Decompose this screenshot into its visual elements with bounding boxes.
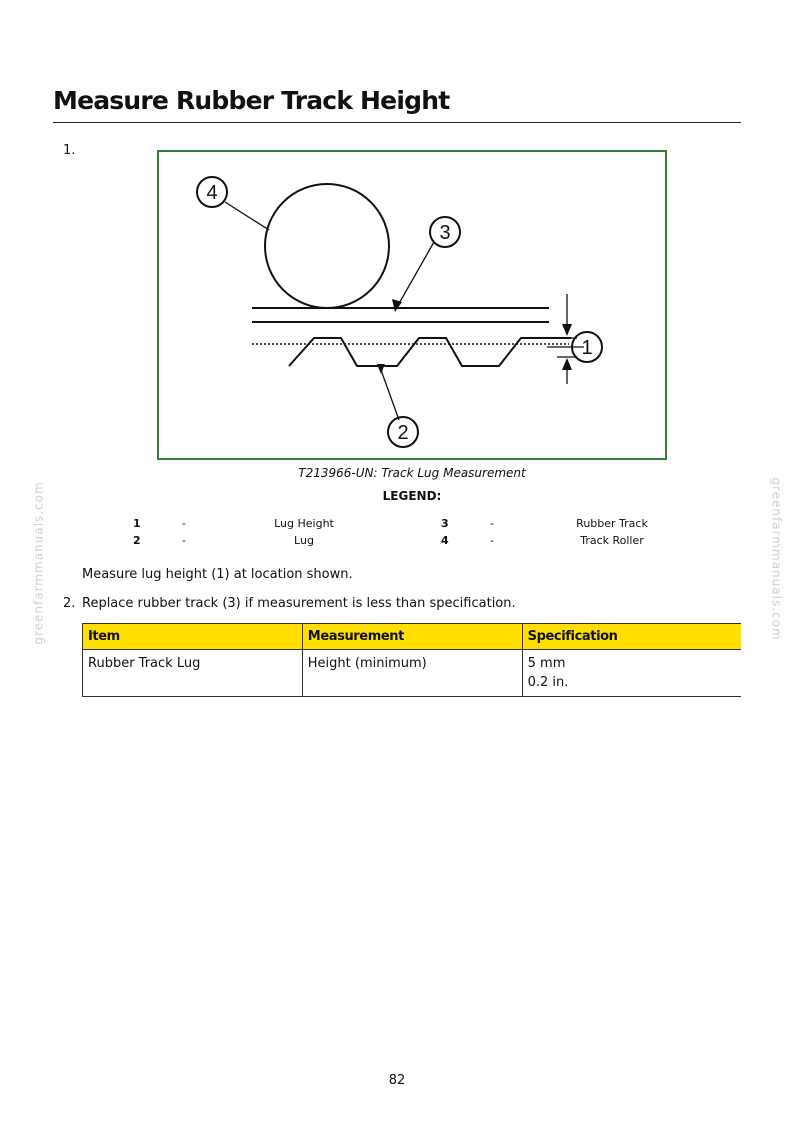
spec-metric: 5 mm (527, 656, 566, 671)
legend-separator: - (490, 517, 494, 530)
title-divider (53, 122, 741, 123)
callout-3-leader (397, 242, 434, 307)
callout-1-label: 1 (581, 337, 593, 359)
legend-label: Rubber Track (576, 517, 648, 530)
callout-2-leader (381, 370, 399, 420)
specification-table (82, 623, 741, 697)
track-lug-diagram (159, 152, 665, 458)
watermark-right: greenfarmmanuals.com (769, 477, 784, 641)
legend-separator: - (182, 517, 186, 530)
track-lug-figure (157, 150, 667, 460)
column-header-specification: Specification (522, 624, 741, 650)
track-roller-shape (265, 184, 389, 308)
callout-4-leader (225, 202, 269, 230)
cell-item: Rubber Track Lug (83, 650, 303, 697)
page-title: Measure Rubber Track Height (53, 86, 450, 115)
arrow-down (562, 324, 572, 336)
callout-4-label: 4 (206, 182, 218, 204)
legend-separator: - (182, 534, 186, 547)
arrow-up (562, 358, 572, 370)
table-header-row (83, 624, 742, 650)
arrow-2 (377, 364, 385, 374)
legend-number: 4 (441, 534, 449, 547)
table-row (83, 650, 742, 697)
lug-profile (289, 338, 571, 366)
legend-label: Lug (294, 534, 314, 547)
step2-instruction: Replace rubber track (3) if measurement is less than specification. (82, 596, 516, 611)
legend-title: LEGEND: (382, 489, 442, 503)
cell-specification (522, 650, 741, 697)
step1-instruction: Measure lug height (1) at location shown. (82, 567, 353, 582)
legend-number: 2 (133, 534, 141, 547)
callout-3-label: 3 (439, 222, 451, 244)
step-number: 2. (63, 596, 76, 611)
spec-imperial: 0.2 in. (527, 675, 569, 690)
watermark-left: greenfarmmanuals.com (31, 481, 46, 645)
cell-measurement: Height (minimum) (302, 650, 522, 697)
callout-2-label: 2 (397, 422, 409, 444)
legend-separator: - (490, 534, 494, 547)
column-header-item: Item (83, 624, 303, 650)
legend-number: 3 (441, 517, 449, 530)
column-header-measurement: Measurement (302, 624, 522, 650)
legend-label: Track Roller (580, 534, 644, 547)
page-number: 82 (388, 1073, 406, 1088)
step-number: 1. (63, 143, 76, 158)
legend-label: Lug Height (274, 517, 334, 530)
legend-number: 1 (133, 517, 141, 530)
figure-caption: T213966-UN: Track Lug Measurement (298, 466, 526, 480)
